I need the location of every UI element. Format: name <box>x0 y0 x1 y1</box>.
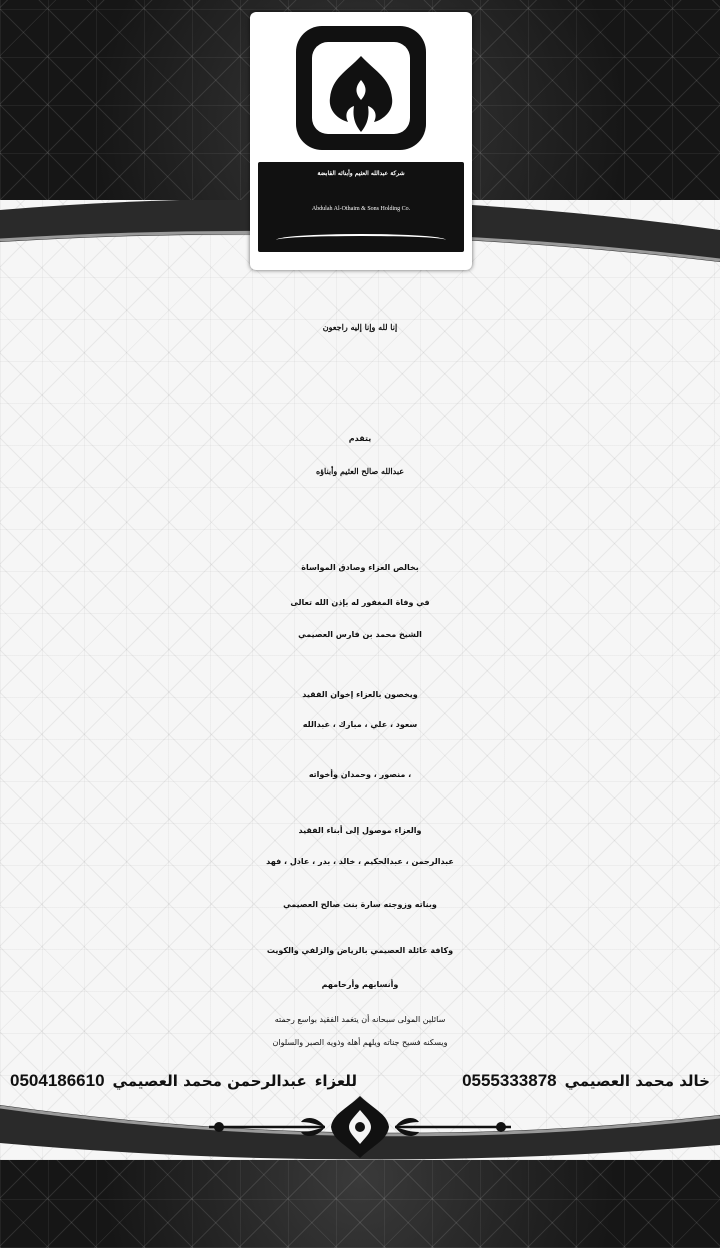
relatives-line: وأنسابهم وأرحامهم <box>321 980 399 989</box>
contact-item <box>10 1071 357 1091</box>
logo-arabic-name: شركة عبدالله العثيم وأبنائه القابضة <box>317 170 405 177</box>
prayer-line-2: ويسكنه فسيح جناته ويلهم أهله وذويه الصبر والسلوان <box>272 1038 448 1047</box>
daughters-wife-line: وبناته وزوجته سارة بنت صالح العصيمي <box>283 900 437 909</box>
family-places-line: وكافة عائلة العصيمي بالرياض والزلفي والكويت <box>266 946 454 955</box>
company-logo-card <box>250 12 472 270</box>
logo-english-name: Abdulah Al-Othaim & Sons Holding Co. <box>311 206 411 212</box>
contact-phone[interactable]: 0504186610 <box>10 1071 105 1090</box>
logo-name-strip <box>258 162 464 252</box>
brothers-intro: ويخصون بالعزاء إخوان الفقيد <box>302 690 418 699</box>
deceased-name: الشيخ محمد بن فارس العصيمي <box>298 630 422 639</box>
logo-underline <box>276 234 446 246</box>
contact-item <box>462 1071 710 1091</box>
condolence-line: بخالص العزاء وصادق المواساة <box>301 563 419 572</box>
brothers-list-1: سعود ، علي ، مبارك ، عبدالله <box>302 720 418 729</box>
presents-label: يتقدم <box>348 434 372 443</box>
prayer-line-1: سائلين المولى سبحانه أن يتغمد الفقيد بواسع رحمته <box>274 1015 446 1024</box>
contact-row <box>10 1068 710 1094</box>
company-logo-icon <box>292 22 430 154</box>
sons-intro: والعزاء موصول إلى أبناء الفقيد <box>298 826 422 835</box>
brothers-list-2: ، منصور ، وحمدان وأخواته <box>308 770 412 779</box>
contact-phone[interactable]: 0555333878 <box>462 1071 557 1090</box>
passing-line: في وفاة المغفور له بإذن الله تعالى <box>290 598 430 607</box>
family-name-heading: عبدالله صالح العثيم وأبناؤه <box>315 466 405 476</box>
sons-list: عبدالرحمن ، عبدالحكيم ، خالد ، بدر ، عادل ، فهد <box>266 857 454 866</box>
contact-name: خالد محمد العصيمي <box>564 1072 710 1090</box>
ornament-divider-icon <box>205 1092 515 1162</box>
contact-name: عبدالرحمن محمد العصيمي <box>112 1072 307 1090</box>
quran-verse-heading: إنا لله وإنا إليه راجعون <box>322 322 398 332</box>
contact-label: للعزاء <box>314 1072 358 1090</box>
